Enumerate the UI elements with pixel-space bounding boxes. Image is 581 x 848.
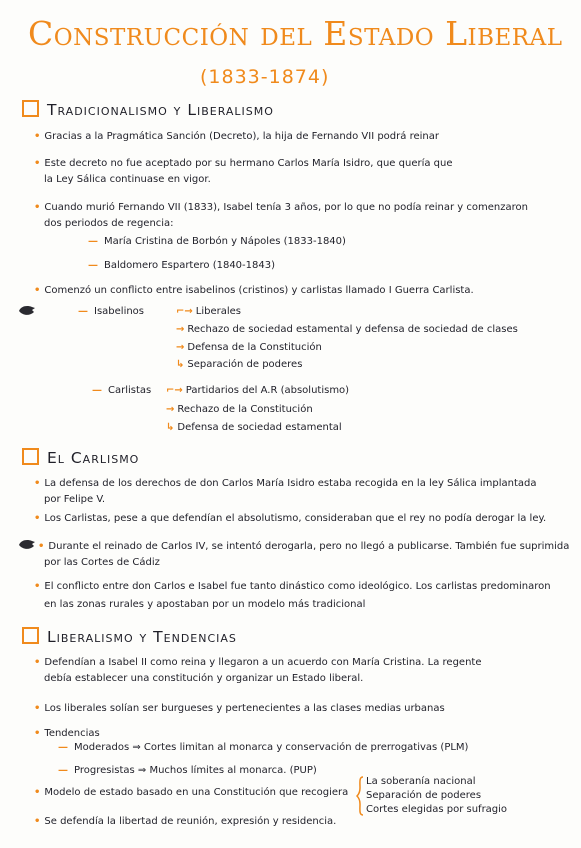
section-heading-liberalismo: Liberalismo y Tendencias bbox=[22, 627, 237, 646]
list-item: • Se defendía la libertad de reunión, expresión y residencia. bbox=[34, 816, 337, 827]
regency-item: — María Cristina de Borbón y Nápoles (1833-1840) bbox=[88, 236, 346, 247]
list-item: • La defensa de los derechos de don Carlos María Isidro estaba recogida en la ley Sálica implantada bbox=[34, 478, 537, 489]
model-item: Cortes elegidas por sufragio bbox=[366, 804, 508, 815]
tendency-item: — Moderados ⇒ Cortes limitan al monarca y conservación de prerrogativas (PLM) bbox=[58, 742, 469, 753]
checkbox-square-icon bbox=[22, 100, 39, 117]
branch-item: ↳ Separación de poderes bbox=[176, 359, 303, 370]
branch-item: → Rechazo de la Constitución bbox=[166, 404, 313, 415]
tendency-item: — Progresistas ⇒ Muchos límites al monarca. (PUP) bbox=[58, 765, 317, 776]
list-item: • Defendían a Isabel II como reina y llegaron a un acuerdo con María Cristina. La regente bbox=[34, 657, 482, 668]
model-item: Separación de poderes bbox=[366, 790, 482, 801]
branch-item: → Rechazo de sociedad estamental y defensa de sociedad de clases bbox=[176, 324, 518, 335]
group-label-isabelinos: — Isabelinos bbox=[78, 306, 145, 317]
list-item: • Los Carlistas, pese a que defendían el absolutismo, consideraban que el rey no podía derogar la ley. bbox=[34, 513, 547, 524]
list-item: • Tendencias bbox=[34, 728, 100, 739]
page-title: Construcción del Estado Liberal bbox=[28, 14, 563, 53]
list-item-continuation: dos periodos de regencia: bbox=[44, 218, 174, 229]
section-heading-tradicionalismo: Tradicionalismo y Liberalismo bbox=[22, 100, 274, 119]
branch-item: ↳ Defensa de sociedad estamental bbox=[166, 422, 342, 433]
model-item: La soberanía nacional bbox=[366, 776, 476, 787]
checkbox-square-icon bbox=[22, 627, 39, 644]
list-item-continuation: en las zonas rurales y apostaban por un modelo más tradicional bbox=[44, 599, 366, 610]
checkbox-square-icon bbox=[22, 448, 39, 465]
list-item-continuation: debía establecer una constitución y organizar un Estado liberal. bbox=[44, 673, 364, 684]
list-item: • Comenzó un conflicto entre isabelinos (cristinos) y carlistas llamado I Guerra Carlista. bbox=[34, 285, 474, 296]
list-item: • Durante el reinado de Carlos IV, se intentó derogarla, pero no llegó a publicarse. También fue suprimida bbox=[38, 541, 570, 552]
branch-item: ⌐→ Liberales bbox=[176, 306, 241, 317]
list-item: • Cuando murió Fernando VII (1833), Isabel tenía 3 años, por lo que no podía reinar y comenzaron bbox=[34, 202, 528, 213]
list-item-continuation: por las Cortes de Cádiz bbox=[44, 557, 160, 568]
group-label-carlistas: — Carlistas bbox=[92, 385, 152, 396]
section-heading-carlismo: El Carlismo bbox=[22, 448, 139, 467]
list-item: • Gracias a la Pragmática Sanción (Decreto), la hija de Fernando VII podrá reinar bbox=[34, 131, 439, 142]
branch-item: ⌐→ Partidarios del A.R (absolutismo) bbox=[166, 385, 350, 396]
list-item-continuation: por Felipe V. bbox=[44, 494, 106, 505]
page-subtitle: (1833-1874) bbox=[200, 66, 330, 88]
list-item: • Modelo de estado basado en una Constitución que recogiera bbox=[34, 787, 349, 798]
list-item-continuation: la Ley Sálica continuase en vigor. bbox=[44, 174, 211, 185]
list-item: • El conflicto entre don Carlos e Isabel fue tanto dinástico como ideológico. Los carlistas predominaron bbox=[34, 581, 551, 592]
branch-item: → Defensa de la Constitución bbox=[176, 342, 322, 353]
list-item: • Este decreto no fue aceptado por su hermano Carlos María Isidro, que quería que bbox=[34, 158, 453, 169]
list-item: • Los liberales solían ser burgueses y pertenecientes a las clases medias urbanas bbox=[34, 703, 445, 714]
brace-icon bbox=[356, 776, 364, 816]
regency-item: — Baldomero Espartero (1840-1843) bbox=[88, 260, 276, 271]
pointing-hand-icon bbox=[18, 304, 36, 318]
pointing-hand-icon bbox=[18, 538, 36, 552]
